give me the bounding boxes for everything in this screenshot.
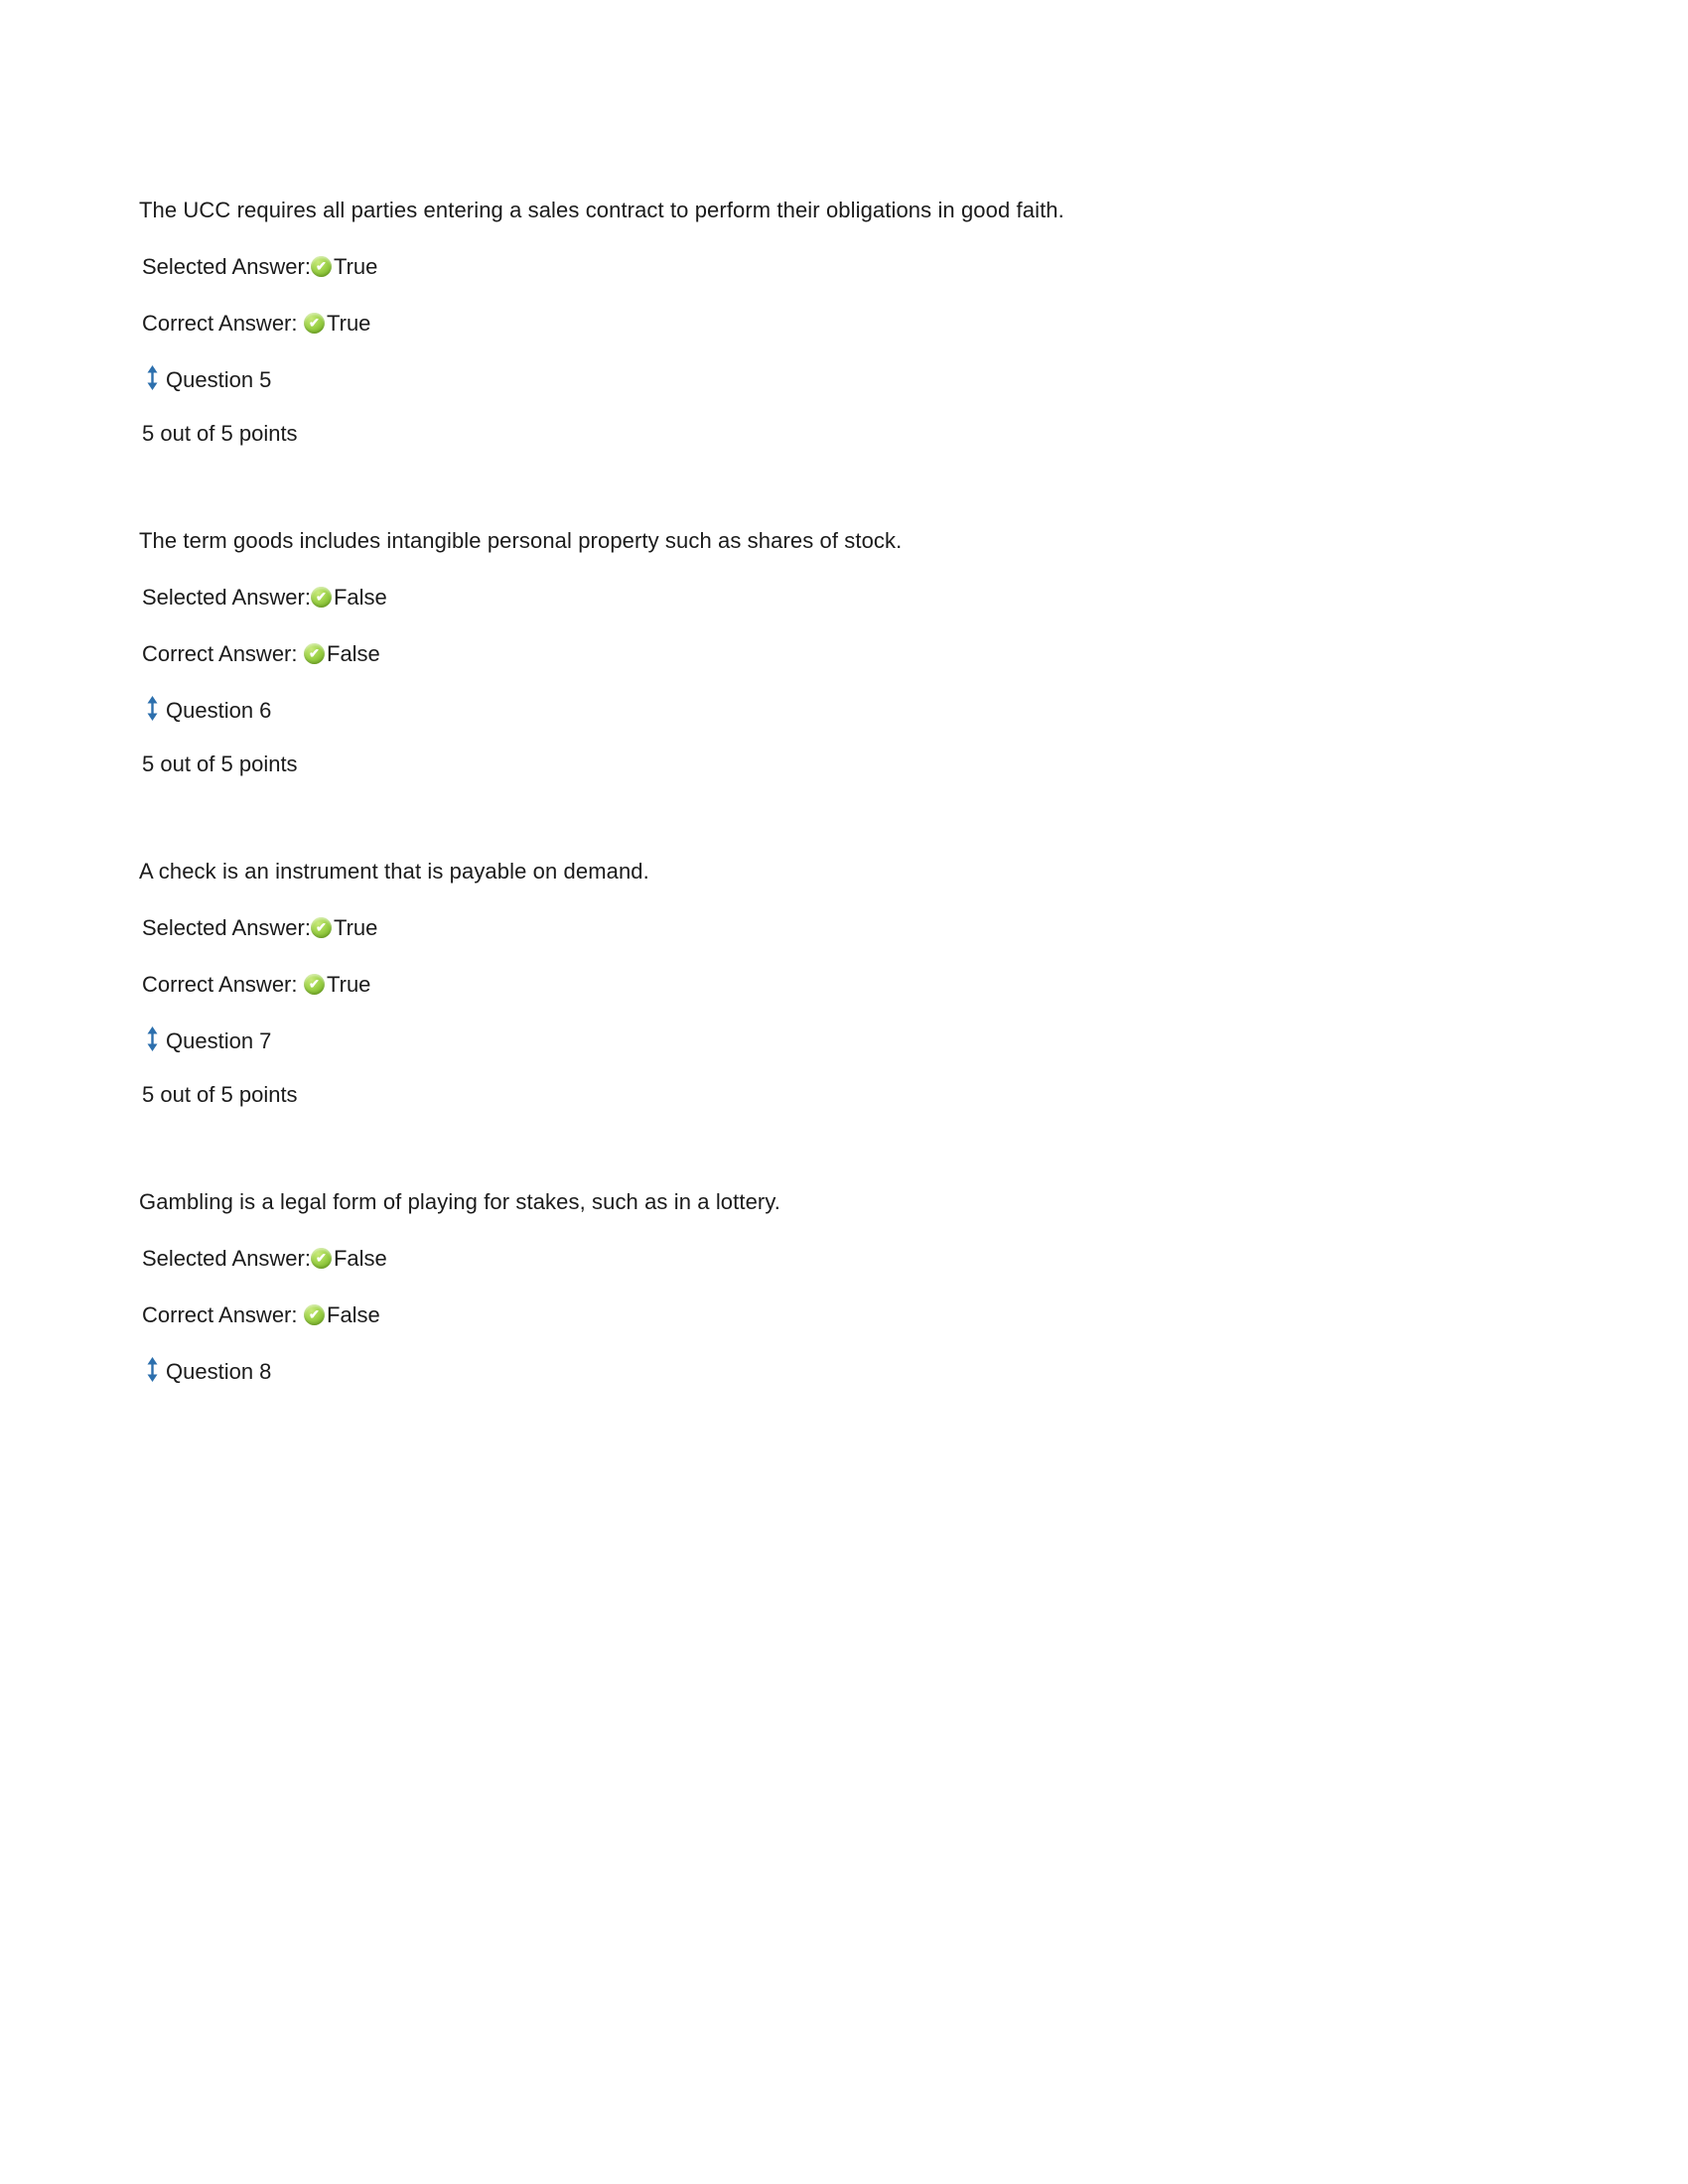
selected-answer-value: False: [333, 585, 387, 610]
correct-answer-value: True: [327, 972, 371, 997]
correct-answer-row: [139, 971, 1549, 998]
question-text: The term goods includes intangible personal property such as shares of stock.: [139, 528, 903, 553]
check-circle-icon: [311, 917, 332, 938]
question-link[interactable]: Question 7: [166, 1028, 272, 1053]
up-down-arrow-icon: [147, 1357, 158, 1382]
check-circle-icon: [304, 313, 325, 334]
question-block: [139, 527, 1549, 777]
selected-answer-value: True: [333, 254, 378, 279]
correct-answer-row: [139, 310, 1549, 337]
question-link-row: [139, 1027, 1549, 1054]
selected-answer-row: [139, 253, 1549, 280]
check-glyph: ✔: [316, 919, 327, 935]
check-glyph: ✔: [309, 315, 320, 331]
correct-answer-value: True: [327, 311, 371, 336]
check-glyph: ✔: [309, 976, 320, 992]
question-text: Gambling is a legal form of playing for stakes, such as in a lottery.: [139, 1189, 781, 1214]
question-link[interactable]: Question 6: [166, 698, 272, 723]
check-circle-icon: [311, 256, 332, 277]
correct-answer-label: Correct Answer:: [142, 972, 298, 997]
check-glyph: ✔: [309, 645, 320, 661]
question-link-row: [139, 366, 1549, 393]
question-link-row: [139, 1358, 1549, 1385]
check-glyph: ✔: [316, 258, 327, 274]
up-down-arrow-icon: [147, 696, 158, 721]
check-glyph: ✔: [316, 589, 327, 605]
check-glyph: ✔: [309, 1306, 320, 1322]
selected-answer-row: [139, 914, 1549, 941]
correct-answer-row: [139, 640, 1549, 667]
selected-answer-value: True: [333, 915, 378, 940]
selected-answer-label: Selected Answer:: [142, 915, 311, 940]
question-block: [139, 858, 1549, 1108]
question-link-row: [139, 697, 1549, 724]
correct-answer-row: [139, 1301, 1549, 1328]
points-text: 5 out of 5 points: [142, 1082, 298, 1107]
selected-answer-value: False: [333, 1246, 387, 1271]
up-down-arrow-icon: [147, 365, 158, 390]
question-block: [139, 197, 1549, 447]
points-text: 5 out of 5 points: [142, 421, 298, 446]
question-text: The UCC requires all parties entering a sales contract to perform their obligations in good faith.: [139, 198, 1064, 222]
correct-answer-label: Correct Answer:: [142, 1302, 298, 1327]
selected-answer-label: Selected Answer:: [142, 1246, 311, 1271]
check-circle-icon: [311, 587, 332, 608]
selected-answer-row: [139, 1245, 1549, 1272]
correct-answer-label: Correct Answer:: [142, 641, 298, 666]
question-block: [139, 1188, 1549, 1385]
correct-answer-value: False: [327, 1302, 380, 1327]
points-text: 5 out of 5 points: [142, 751, 298, 776]
selected-answer-label: Selected Answer:: [142, 585, 311, 610]
question-link[interactable]: Question 8: [166, 1359, 272, 1384]
check-circle-icon: [311, 1248, 332, 1269]
correct-answer-value: False: [327, 641, 380, 666]
question-text: A check is an instrument that is payable on demand.: [139, 859, 649, 884]
question-link[interactable]: Question 5: [166, 367, 272, 392]
check-circle-icon: [304, 643, 325, 664]
check-circle-icon: [304, 1304, 325, 1325]
selected-answer-row: [139, 584, 1549, 611]
up-down-arrow-icon: [147, 1026, 158, 1051]
check-circle-icon: [304, 974, 325, 995]
selected-answer-label: Selected Answer:: [142, 254, 311, 279]
check-glyph: ✔: [316, 1250, 327, 1266]
correct-answer-label: Correct Answer:: [142, 311, 298, 336]
